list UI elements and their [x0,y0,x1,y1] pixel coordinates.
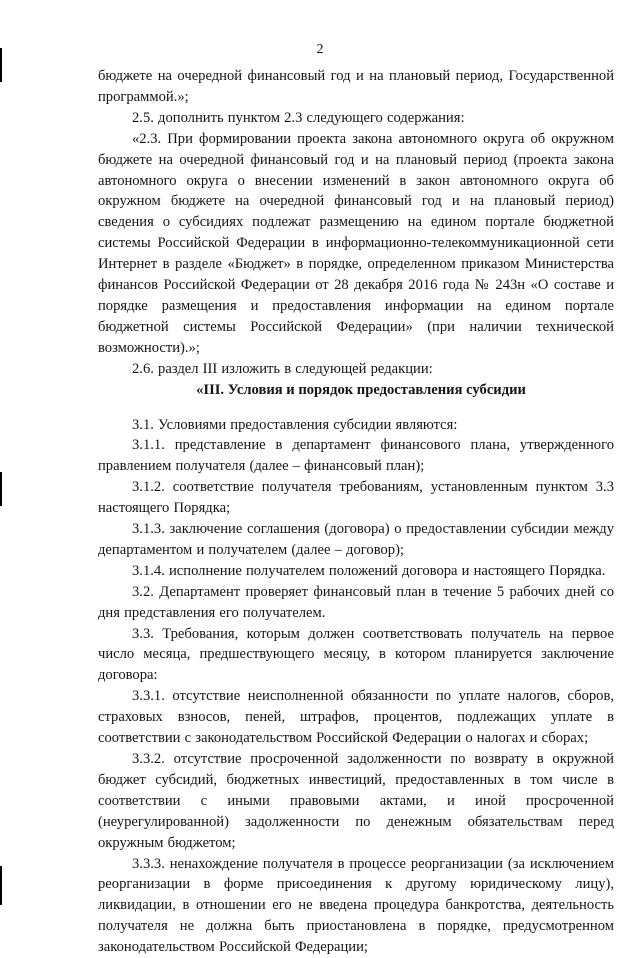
paragraph: 3.2. Департамент проверяет финансовый план в течение 5 рабочих дней со дня представления его получателем. [98,583,614,621]
paragraph: 3.1.1. представление в департамент финансового плана, утвержденного правлением получателя (далее – финансовый план); [98,437,614,475]
paragraph: 3.3.2. отсутствие просроченной задолженности по возврату в окружной бюджет субсидий, бюджетных инвестиций, предоставленных в том числе в соответствии с иными правовыми актами, и иной просроченной (неурегулированной) задолженности по денежным обязательствам перед окружным бюджетом; [98,751,614,851]
paragraph: 3.3.1. отсутствие неисполненной обязанности по уплате налогов, сборов, страховых взносов, пеней, штрафов, процентов, подлежащих уплате в соответствии с законодательством Российской Федерации о налогах и сборах; [98,688,614,747]
document-body [98,66,614,958]
binding-mark [0,866,2,905]
paragraph: 3.1.3. заключение соглашения (договора) о предоставлении субсидии между департаментом и получателем (далее – договор); [98,521,614,558]
section-heading: «III. Условия и порядок предоставления субсидии [196,381,526,398]
page-number: 2 [316,42,324,57]
paragraph: 3.3. Требования, которым должен соответствовать получатель на первое число месяца, предшествующего месяцу, в котором планируется заключение договора: [98,625,614,684]
paragraph: «2.3. При формировании проекта закона автономного округа об окружном бюджете на очередной финансовый год и на плановый период (проекта закона автономного округа о внесении изменений в закон автономного округа об окружном бюджете на очередной финансовый год и на плановый период) сведения о субсидиях подлежат размещению на едином портале бюджетной системы Российской Федерации в информационно-телекоммуникационной сети Интернет в разделе «Бюджет» в порядке, определенном приказом Министерства финансов Российской Федерации от 28 декабря 2016 года № 243н «О составе и порядке размещения и предоставления информации на едином портале бюджетной системы Российской Федерации» (при наличии технической возможности).»; [98,130,614,356]
binding-mark [0,472,2,506]
paragraph: 2.6. раздел III изложить в следующей редакции: [132,360,433,377]
paragraph: 2.5. дополнить пунктом 2.3 следующего содержания: [132,109,465,126]
paragraph: 3.1. Условиями предоставления субсидии являются: [132,416,458,433]
paragraph: 3.3.3. ненахождение получателя в процессе реорганизации (за исключением реорганизации в форме присоединения к другому юридическому лицу), ликвидации, в отношении его не введена процедура банкротства, деятельность получателя не должна быть приостановлена в порядке, предусмотренном законодательством Российской Федерации; [98,855,614,956]
paragraph: 3.1.4. исполнение получателем положений договора и настоящего Порядка. [132,562,606,579]
paragraph: 3.1.2. соответствие получателя требованиям, установленным пунктом 3.3 настоящего Порядка; [98,479,614,517]
paragraph: бюджете на очередной финансовый год и на плановый период, Государственной программой.»; [98,68,614,105]
